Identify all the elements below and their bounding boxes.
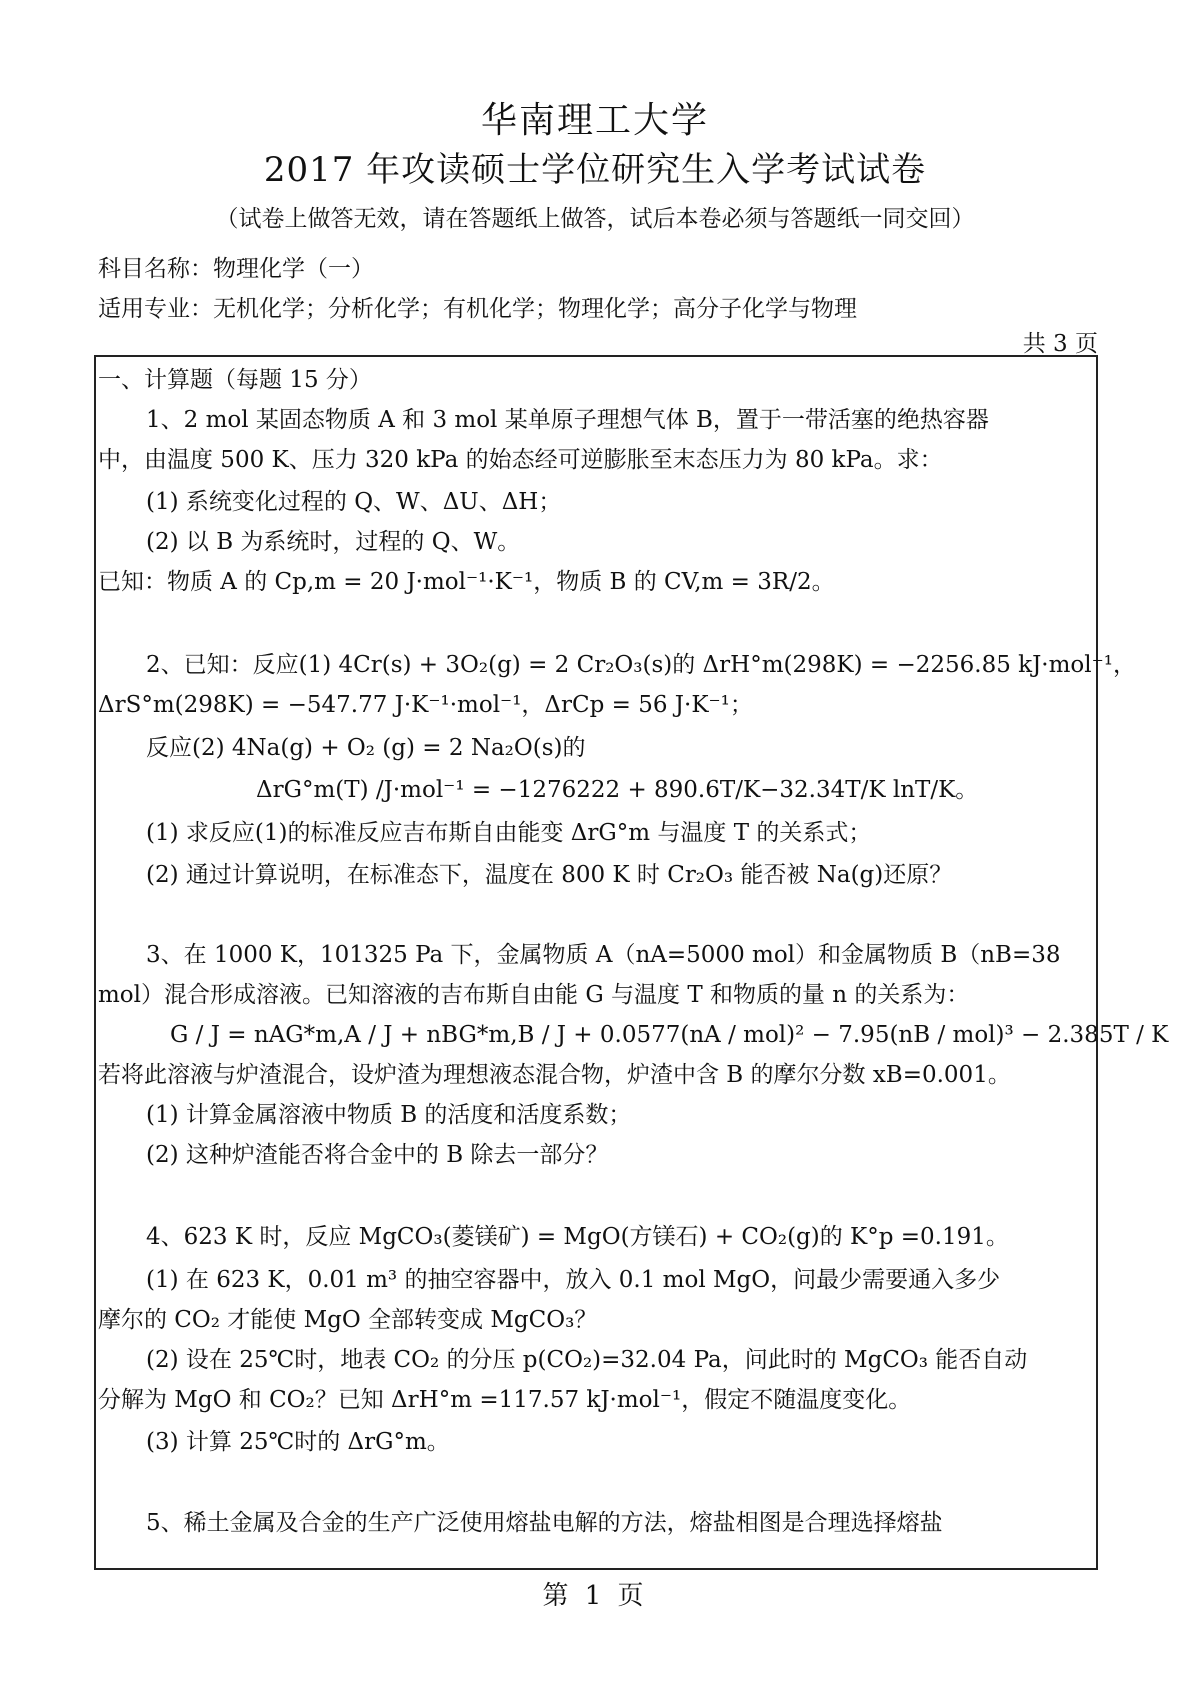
question-line: 若将此溶液与炉渣混合，设炉渣为理想液态混合物，炉渣中含 B 的摩尔分数 xB=0.001。 <box>98 1062 1011 1088</box>
question-line: 反应(2) 4Na(g) + O₂ (g) = 2 Na₂O(s)的 <box>146 735 586 761</box>
question-line: (2) 这种炉渣能否将合金中的 B 除去一部分？ <box>146 1142 609 1168</box>
question-line: 摩尔的 CO₂ 才能使 MgO 全部转变成 MgCO₃？ <box>98 1307 598 1333</box>
question-line: (1) 计算金属溶液中物质 B 的活度和活度系数； <box>146 1102 632 1128</box>
exam-notice: （试卷上做答无效，请在答题纸上做答，试后本卷必须与答题纸一同交回） <box>215 206 975 232</box>
question-line: (1) 求反应(1)的标准反应吉布斯自由能变 ΔrG°m 与温度 T 的关系式； <box>146 820 872 846</box>
section-title: 一、计算题（每题 15 分） <box>98 367 372 393</box>
applicable-majors: 适用专业：无机化学；分析化学；有机化学；物理化学；高分子化学与物理 <box>98 296 857 322</box>
subject-name: 科目名称：物理化学（一） <box>98 256 374 282</box>
question-line: 5、稀土金属及合金的生产广泛使用熔盐电解的方法，熔盐相图是合理选择熔盐 <box>146 1510 943 1536</box>
question-line: (1) 在 623 K，0.01 m³ 的抽空容器中，放入 0.1 mol MgO，问最少需要通入多少 <box>146 1267 1001 1293</box>
question-line: mol）混合形成溶液。已知溶液的吉布斯自由能 G 与温度 T 和物质的量 n 的关系为： <box>98 982 970 1008</box>
question-line: (2) 设在 25℃时，地表 CO₂ 的分压 p(CO₂)=32.04 Pa，问此时的 MgCO₃ 能否自动 <box>146 1347 1028 1373</box>
university-title: 华南理工大学 <box>480 100 709 141</box>
question-line: (2) 通过计算说明，在标准态下，温度在 800 K 时 Cr₂O₃ 能否被 Na(g)还原？ <box>146 862 953 888</box>
question-line: 3、在 1000 K，101325 Pa 下，金属物质 A（nA=5000 mol）和金属物质 B（nB=38 <box>146 942 1061 968</box>
question-formula: ΔrG°m(T) /J·mol⁻¹ = −1276222 + 890.6T/K−32.34T/K lnT/K。 <box>256 777 979 803</box>
question-line: 2、已知：反应(1) 4Cr(s) + 3O₂(g) = 2 Cr₂O₃(s)的 ΔrH°m(298K) = −2256.85 kJ·mol⁻¹， <box>146 652 1136 678</box>
question-line: 分解为 MgO 和 CO₂？已知 ΔrH°m =117.57 kJ·mol⁻¹，假定不随温度变化。 <box>98 1387 912 1413</box>
question-line: (3) 计算 25℃时的 ΔrG°m。 <box>146 1429 450 1455</box>
total-pages: 共 3 页 <box>1022 331 1098 357</box>
question-formula: G / J = nAG*m,A / J + nBG*m,B / J + 0.0577(nA / mol)² − 7.95(nB / mol)³ − 2.385T / K <box>170 1022 1169 1048</box>
question-line: 4、623 K 时，反应 MgCO₃(菱镁矿) = MgO(方镁石) + CO₂(g)的 K°p =0.191。 <box>146 1224 1009 1250</box>
question-line: ΔrS°m(298K) = −547.77 J·K⁻¹·mol⁻¹，ΔrCp = 56 J·K⁻¹； <box>98 692 753 718</box>
page-number: 第 1 页 <box>542 1581 648 1611</box>
question-line: (1) 系统变化过程的 Q、W、ΔU、ΔH； <box>146 489 562 515</box>
question-line: 已知：物质 A 的 Cp,m = 20 J·mol⁻¹·K⁻¹，物质 B 的 CV,m = 3R/2。 <box>98 569 835 595</box>
question-line: 中，由温度 500 K、压力 320 kPa 的始态经可逆膨胀至末态压力为 80 kPa。求： <box>98 447 943 473</box>
question-line: 1、2 mol 某固态物质 A 和 3 mol 某单原子理想气体 B，置于一带活塞的绝热容器 <box>146 407 989 433</box>
question-line: (2) 以 B 为系统时，过程的 Q、W。 <box>146 529 521 555</box>
exam-title: 2017 年攻读硕士学位研究生入学考试试卷 <box>263 150 927 190</box>
